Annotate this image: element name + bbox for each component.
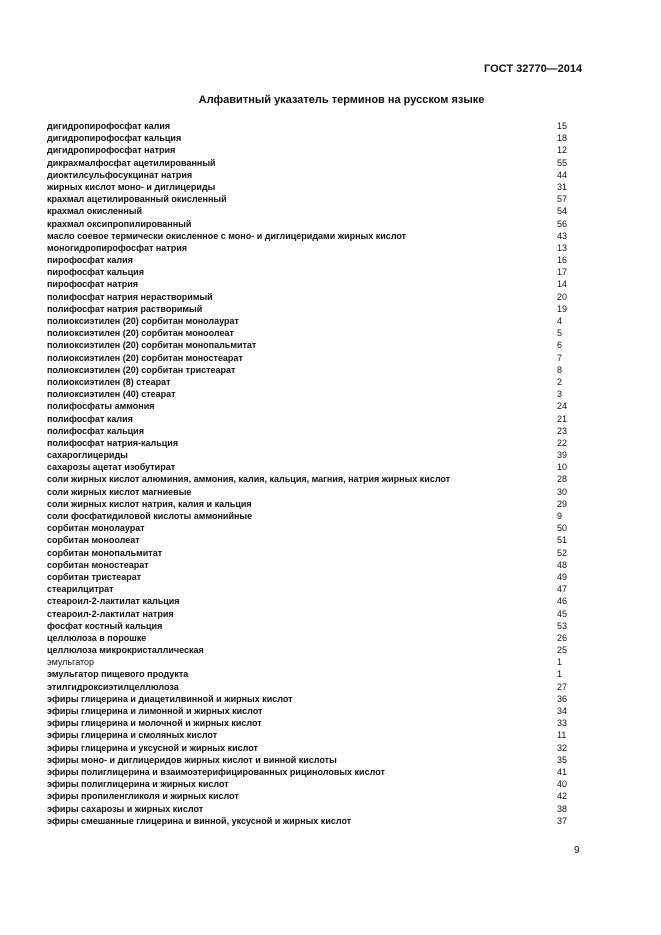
entry-number: 23 [557,425,568,436]
entry-term: соли жирных кислот алюминия, аммония, калия, кальция, магния, натрия жирных кислот [47,474,451,485]
entry-term: пирофосфат кальция [47,267,144,278]
entry-term: дигидропирофосфат натрия [47,145,176,156]
entry-number: 28 [557,474,568,485]
index-entry [47,449,587,461]
index-entry [47,754,587,766]
index-entry [47,254,587,266]
entry-number: 31 [557,181,568,192]
entry-number: 24 [557,401,568,412]
entry-term: эфиры пропиленгликоля и жирных кислот [47,791,239,802]
entry-term: крахмал оксипропилированный [47,218,192,229]
entry-number: 56 [557,218,568,229]
entry-term: полиоксиэтилен (20) сорбитан монолаурат [47,316,239,326]
entry-number: 42 [557,791,568,802]
index-entry [47,644,587,656]
entry-number: 5 [557,328,563,339]
index-entry [47,742,587,754]
entry-term: стеарилцитрат [47,584,114,595]
entry-term: эфиры глицерина и диацетилвинной и жирных кислот [47,693,293,704]
index-entry [47,510,587,522]
entry-number: 48 [557,559,568,570]
entry-term: эфиры глицерина и лимонной и жирных кислот [47,706,263,716]
entry-number: 9 [557,511,563,521]
entry-term: целлюлоза в порошке [47,632,147,643]
index-entry [47,205,587,217]
page-number: 9 [574,845,580,856]
entry-term: сахарозы ацетат изобутират [47,462,176,473]
entry-term: эмульгатор [47,657,95,668]
index-entry [47,291,587,303]
index-entry [47,437,587,449]
index-entry [47,218,587,230]
entry-term: сахароглицериды [47,450,128,461]
index-entry [47,315,587,327]
index-entry [47,230,587,242]
entry-term: полиоксиэтилен (20) сорбитан тристеарат [47,364,236,375]
entry-number: 27 [557,681,568,692]
entry-term: эфиры сахарозы и жирных кислот [47,803,204,814]
entry-term: дикрахмалфосфат ацетилированный [47,157,216,168]
entry-number: 47 [557,584,568,595]
entry-term: полиоксиэтилен (20) сорбитан монопальмитат [47,340,257,351]
index-entry [47,303,587,315]
index-entry [47,668,587,680]
entry-number: 43 [557,230,568,241]
entry-number: 2 [557,376,563,387]
entry-term: полифосфат натрия нерастворимый [47,291,213,302]
index-entry [47,498,587,510]
entry-number: 1 [557,669,563,680]
entry-term: полиоксиэтилен (20) сорбитан моноолеат [47,328,234,339]
entry-number: 25 [557,645,568,656]
entry-number: 18 [557,133,568,144]
entry-number: 38 [557,803,568,814]
entry-number: 44 [557,169,568,180]
entry-number: 14 [557,279,568,290]
index-entry [47,278,587,290]
entry-term: стеароил-2-лактилат кальция [47,596,180,607]
entry-term: полифосфат натрия растворимый [47,303,203,314]
index-entry [47,534,587,546]
entry-term: соли фосфатидиловой кислоты аммонийные [47,511,253,521]
entry-term: пирофосфат натрия [47,279,139,290]
entry-number: 20 [557,291,568,302]
index-entry [47,157,587,169]
index-entry [47,120,587,132]
entry-number: 51 [557,535,568,546]
entry-number: 52 [557,547,568,558]
entry-number: 17 [557,267,568,278]
index-entry [47,169,587,181]
index-entry [47,400,587,412]
entry-number: 45 [557,608,568,619]
index-entry [47,608,587,620]
entry-term: этилгидроксиэтилцеллюлоза [47,681,179,692]
entry-term: сорбитан монопальмитат [47,547,163,558]
entry-term: полиоксиэтилен (8) стеарат [47,376,171,387]
entry-number: 34 [557,706,568,716]
index-entry [47,461,587,473]
entry-term: полиоксиэтилен (40) стеарат [47,389,176,400]
entry-term: жирных кислот моно- и диглицериды [47,181,216,192]
entry-term: сорбитан моноолеат [47,535,140,546]
entry-number: 50 [557,523,568,534]
index-entry [47,547,587,559]
index-entry [47,705,587,717]
entry-number: 53 [557,620,568,631]
entry-number: 7 [557,352,563,363]
entry-term: соли жирных кислот натрия, калия и кальция [47,498,252,509]
entry-number: 19 [557,303,568,314]
entry-term: пирофосфат калия [47,255,133,266]
entry-number: 15 [557,121,568,131]
entry-number: 13 [557,242,568,253]
index-entry [47,339,587,351]
entry-term: эфиры полиглицерина и жирных кислот [47,779,229,790]
entry-number: 21 [557,413,568,424]
entry-term: полифосфаты аммония [47,401,155,412]
entry-number: 8 [557,364,563,375]
index-entry [47,181,587,193]
term-index [47,120,587,827]
entry-number: 35 [557,754,568,765]
entry-number: 26 [557,632,568,643]
entry-term: дигидропирофосфат кальция [47,133,182,144]
entry-number: 37 [557,815,568,826]
entry-term: полифосфат натрия-кальция [47,437,179,448]
entry-number: 29 [557,498,568,509]
index-entry [47,144,587,156]
index-entry [47,778,587,790]
index-entry [47,595,587,607]
entry-term: эфиры смешанные глицерина и винной, уксусной и жирных кислот [47,815,352,826]
page-title: Алфавитный указатель терминов на русском языке [198,94,485,106]
index-entry [47,327,587,339]
standard-designation: ГОСТ 32770—2014 [484,63,583,75]
index-entry [47,571,587,583]
entry-number: 10 [557,462,568,473]
index-entry [47,473,587,485]
index-entry [47,717,587,729]
entry-number: 12 [557,145,568,156]
index-entry [47,413,587,425]
index-entry [47,132,587,144]
index-entry [47,656,587,668]
entry-term: эфиры глицерина и молочной и жирных кислот [47,718,262,729]
entry-term: полифосфат калия [47,413,133,424]
entry-number: 16 [557,255,568,266]
entry-number: 46 [557,596,568,607]
index-entry [47,388,587,400]
entry-term: масло соевое термически окисленное с моно- и диглицеридами жирных кислот [47,230,407,241]
entry-number: 4 [557,316,563,326]
index-entry [47,693,587,705]
entry-number: 32 [557,742,568,753]
index-entry [47,632,587,644]
entry-number: 57 [557,194,568,205]
index-entry [47,790,587,802]
index-entry [47,425,587,437]
index-entry [47,681,587,693]
entry-term: эфиры полиглицерина и взаимоэтерифицированных рициноловых кислот [47,766,385,777]
entry-term: эфиры глицерина и смоляных кислот [47,730,218,741]
index-entry [47,729,587,741]
entry-term: полифосфат кальция [47,425,144,436]
entry-term: эмульгатор пищевого продукта [47,669,189,680]
entry-number: 54 [557,206,568,217]
entry-number: 40 [557,779,568,790]
entry-term: стеароил-2-лактилат натрия [47,608,174,619]
entry-term: дигидропирофосфат калия [47,121,171,131]
entry-term: сорбитан моностеарат [47,559,149,570]
entry-number: 30 [557,486,568,497]
entry-number: 36 [557,693,568,704]
entry-term: сорбитан тристеарат [47,571,142,582]
entry-number: 22 [557,437,568,448]
index-entry [47,522,587,534]
entry-term: целлюлоза микрокристаллическая [47,645,204,656]
entry-number: 1 [557,657,563,668]
index-entry [47,266,587,278]
index-entry [47,193,587,205]
index-entry [47,803,587,815]
entry-term: сорбитан монолаурат [47,523,145,534]
entry-number: 49 [557,571,568,582]
index-entry [47,376,587,388]
entry-number: 3 [557,389,563,400]
entry-term: крахмал окисленный [47,206,143,217]
index-entry [47,815,587,827]
index-entry [47,364,587,376]
index-entry [47,583,587,595]
entry-term: моногидропирофосфат натрия [47,242,187,253]
index-entry [47,766,587,778]
entry-term: фосфат костный кальция [47,620,163,631]
index-entry [47,620,587,632]
entry-term: эфиры глицерина и уксусной и жирных кислот [47,742,258,753]
entry-number: 11 [557,730,567,741]
entry-term: эфиры моно- и диглицеридов жирных кислот и винной кислоты [47,754,337,765]
index-entry [47,486,587,498]
entry-number: 55 [557,157,568,168]
index-entry [47,242,587,254]
entry-number: 6 [557,340,563,351]
index-entry [47,352,587,364]
entry-term: диоктилсульфосукцинат натрия [47,169,193,180]
entry-term: крахмал ацетилированный окисленный [47,194,227,205]
entry-term: соли жирных кислот магниевые [47,486,192,497]
entry-number: 39 [557,450,568,461]
entry-number: 33 [557,718,568,729]
entry-number: 41 [557,766,568,777]
entry-term: полиоксиэтилен (20) сорбитан моностеарат [47,352,243,363]
index-entry [47,559,587,571]
